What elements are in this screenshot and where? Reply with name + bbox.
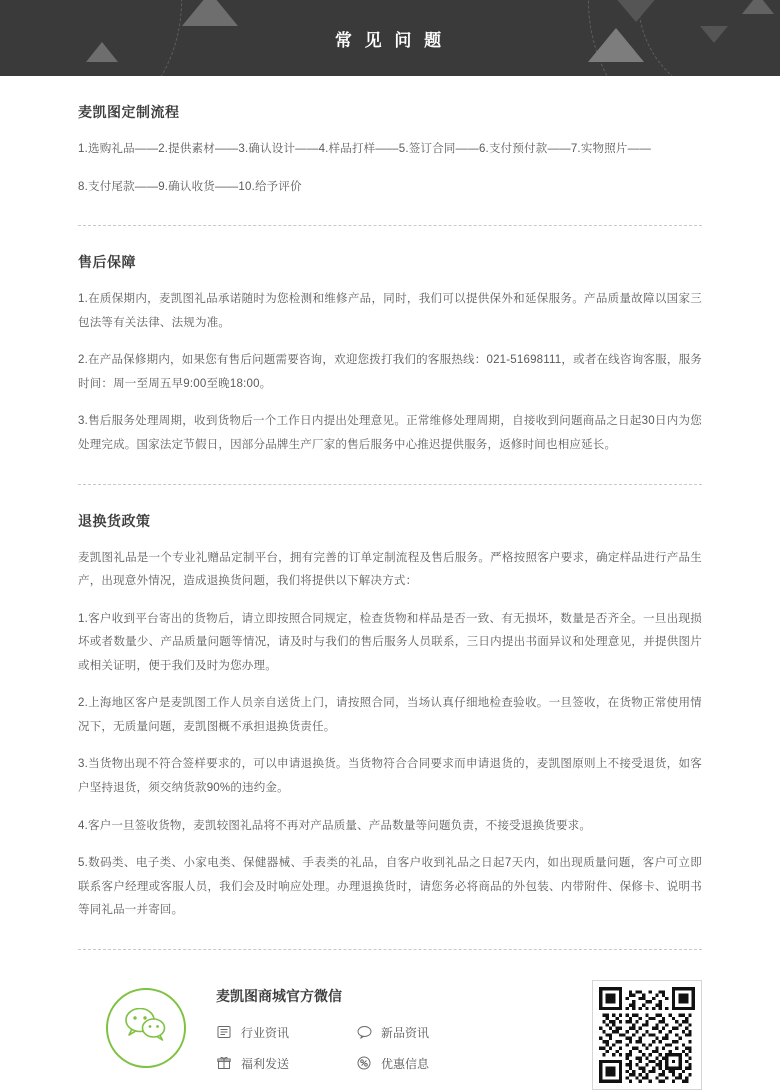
gift-icon: [216, 1055, 232, 1071]
wechat-icon: [125, 1008, 167, 1047]
page-footer: [0, 950, 780, 1090]
section-paragraph: 2.上海地区客户是麦凯图工作人员亲自送货上门，请按照合同，当场认真仔细地检查验收。一旦签收，在货物正常使用情况下，无质量问题，麦凯图概不承担退换货责任。: [78, 697, 702, 733]
wechat-badge: [106, 988, 186, 1068]
footer-links: [216, 1024, 572, 1072]
footer-link-discount[interactable]: [356, 1055, 496, 1072]
section-title: 售后保障: [78, 254, 136, 271]
footer-link-label: 福利发送: [241, 1056, 290, 1071]
section-after-sales: [78, 226, 702, 484]
footer-link-new-products[interactable]: [356, 1024, 496, 1041]
section-title: 退换货政策: [78, 512, 151, 529]
page-header: [0, 0, 780, 76]
section-return-policy: [78, 485, 702, 950]
section-paragraph: 1.客户收到平台寄出的货物后，请立即按照合同规定，检查货物和样品是否一致、有无损坏，数量是否齐全。一旦出现损坏或者数量少、产品质量问题等情况，请及时与我们的售后服务人员联系，三日内提出书面异议和处理意见，并提供图片或相关证明，便于我们及时为您办理。: [78, 612, 702, 672]
qr-code: [592, 980, 702, 1090]
section-paragraph: 4.客户一旦签收货物，麦凯较图礼品将不再对产品质量、产品数量等问题负责，不接受退换货要求。: [78, 819, 592, 832]
footer-info: [216, 980, 572, 1072]
section-paragraph: 3.当货物出现不符合签样要求的，可以申请退换货。当货物符合合同要求而申请退货的，麦凯图原则上不接受退货，如客户坚持退货，须交纳货款90%的违约金。: [78, 758, 702, 794]
section-paragraph: 1.选购礼品——2.提供素材——3.确认设计——4.样品打样——5.签订合同——6.支付预付款——7.实物照片——: [78, 143, 652, 155]
chat-bubble-icon: [356, 1024, 372, 1040]
footer-link-label: 优惠信息: [381, 1056, 430, 1071]
page-content: [0, 76, 780, 950]
discount-tag-icon: [356, 1055, 372, 1071]
section-paragraph: 1.在质保期内，麦凯图礼品承诺随时为您检测和维修产品，同时，我们可以提供保外和延保服务。产品质量故障以国家三包法等有关法律、法规为准。: [78, 293, 702, 329]
section-paragraph: 8.支付尾款——9.确认收货——10.给予评价: [78, 180, 302, 193]
section-paragraph: 3.售后服务处理周期，收到货物后一个工作日内提出处理意见。正常维修处理周期，自接收到问题商品之日起30日内为您处理完成。国家法定节假日，因部分品牌生产厂家的售后服务中心推迟提供服务，返修时间也相应延长。: [78, 415, 702, 451]
section-paragraph: 5.数码类、电子类、小家电类、保健器械、手表类的礼品，自客户收到礼品之日起7天内，如出现质量问题，客户可立即联系客户经理或客服人员，我们会及时响应处理。办理退换货时，请您务必将商品的外包装、内带附件、保修卡、说明书等同礼品一并寄回。: [78, 857, 702, 917]
section-title: 麦凯图定制流程: [78, 104, 180, 120]
footer-title: 麦凯图商城官方微信: [216, 987, 342, 1004]
news-list-icon: [216, 1024, 232, 1040]
footer-link-industry-news[interactable]: [216, 1024, 356, 1041]
section-paragraph: 麦凯图礼品是一个专业礼赠品定制平台，拥有完善的订单定制流程及售后服务。严格按照客户要求，确定样品进行产品生产，出现意外情况，造成退换货问题，我们将提供以下解决方式：: [78, 551, 702, 588]
footer-link-label: 行业资讯: [241, 1025, 290, 1040]
footer-link-welfare[interactable]: [216, 1055, 356, 1072]
section-custom-process: [78, 76, 702, 226]
footer-link-label: 新品资讯: [381, 1025, 430, 1040]
page-title: 常 见 问 题: [334, 30, 446, 50]
section-paragraph: 2.在产品保修期内，如果您有售后问题需要咨询，欢迎您拨打我们的客服热线：021-51698111，或者在线咨询客服，服务时间：周一至周五早9:00至晚18:00。: [78, 354, 702, 390]
